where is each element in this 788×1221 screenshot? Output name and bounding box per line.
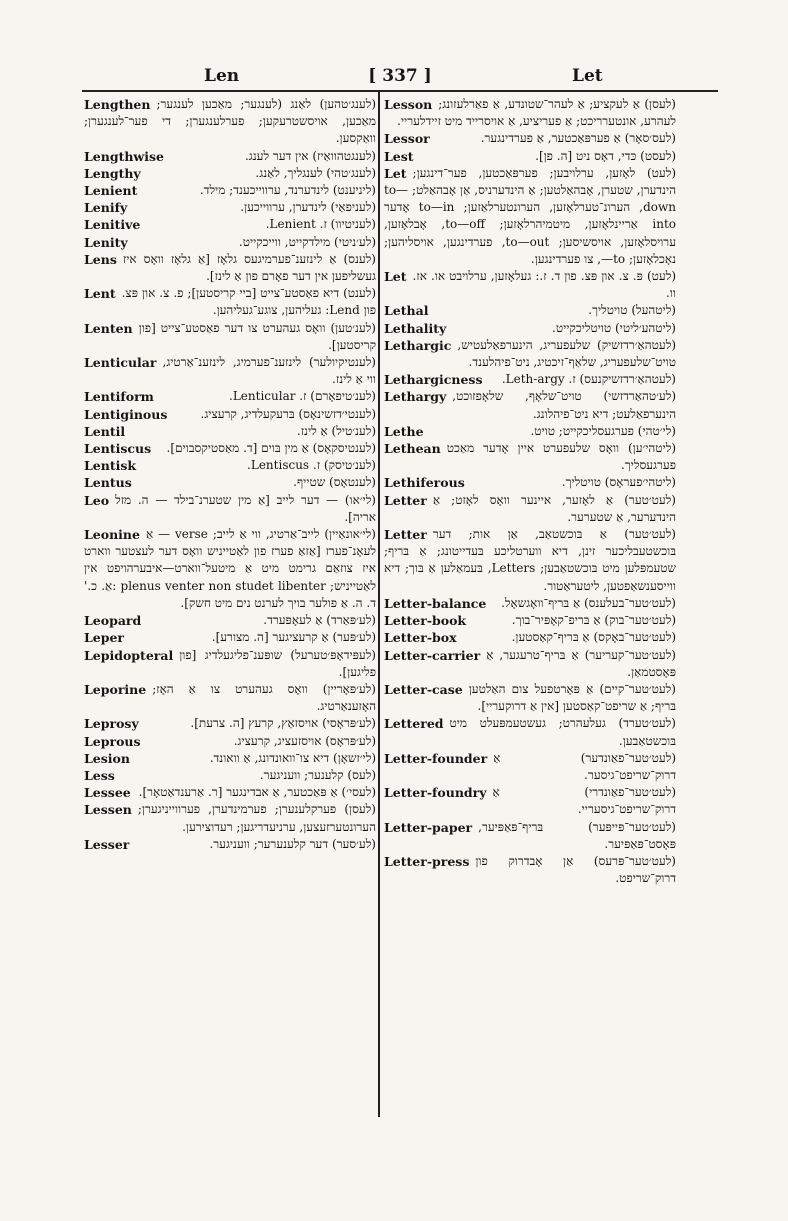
pronunciation: (לעסי׳) bbox=[341, 785, 376, 800]
headword: Lenitive bbox=[84, 217, 141, 233]
definition: ז. Lenticular. bbox=[229, 389, 307, 404]
dictionary-entry bbox=[84, 526, 376, 612]
pronunciation: (לענטי׳דזשינאָס) bbox=[298, 406, 376, 421]
headword: Leporine bbox=[84, 681, 147, 697]
pronunciation: (לעט׳טער־פאַונדער) bbox=[580, 750, 676, 765]
dictionary-entry bbox=[84, 182, 376, 199]
right-column bbox=[384, 96, 676, 1118]
definition: אויסזעציג, קרעציג. bbox=[233, 733, 322, 748]
definition: בּריף־פּאַפּיער, פּאָסט־פּאַפּיער. bbox=[478, 819, 676, 851]
page-number: [ 337 ] bbox=[368, 66, 432, 86]
headword: Leopard bbox=[84, 613, 142, 629]
dictionary-entry bbox=[84, 612, 376, 629]
headword: Lethargy bbox=[384, 389, 447, 405]
dictionary-entry bbox=[384, 647, 676, 681]
pronunciation: (לענטיסקאָס) bbox=[312, 441, 376, 456]
dictionary-entry bbox=[384, 165, 676, 268]
dictionary-entry bbox=[384, 819, 676, 853]
headword: Lentiscus bbox=[84, 441, 152, 457]
pronunciation: (לעס) bbox=[347, 767, 376, 782]
pronunciation: (לע׳פּאַרד) bbox=[326, 613, 376, 628]
headword: Lenity bbox=[84, 234, 128, 250]
headword: Lest bbox=[384, 148, 414, 164]
dictionary-entry bbox=[384, 784, 676, 818]
pronunciation: (לעט׳טער) bbox=[624, 492, 676, 507]
headword: Lengthwise bbox=[84, 148, 164, 164]
pronunciation: (לענטאָס) bbox=[329, 475, 376, 490]
dictionary-entry bbox=[84, 406, 376, 423]
definition: אַ בּריפ־קאָפּיר־בוך. bbox=[511, 613, 601, 628]
dictionary-entry bbox=[384, 440, 676, 474]
dictionary-entry bbox=[84, 148, 376, 165]
headword: Leprosy bbox=[84, 716, 139, 732]
dictionary-entry bbox=[84, 320, 376, 354]
pronunciation: (לע׳ניטי) bbox=[334, 234, 376, 249]
pronunciation: (לעט׳טער־פּייפּער) bbox=[588, 819, 676, 834]
pronunciation: (לענס) bbox=[343, 251, 376, 266]
dictionary-entry bbox=[84, 440, 376, 457]
definition: אַן אָבדרוק פון דרוק־שריפט. bbox=[475, 853, 676, 886]
pronunciation: (ליטהי׳ען) bbox=[627, 441, 676, 456]
definition: בּרעקעלדיג, קרעציג. bbox=[200, 406, 295, 421]
headword: Lentisk bbox=[84, 458, 137, 474]
definition: אַ לינז. bbox=[296, 423, 328, 438]
dictionary-entry bbox=[84, 647, 376, 681]
definition: אַ מין בּוים [ד. מאַסטיקסבוים]. bbox=[166, 441, 309, 456]
pronunciation: (לעט) bbox=[646, 269, 676, 284]
dictionary-entry bbox=[84, 733, 376, 750]
dictionary-entry bbox=[384, 612, 676, 629]
headword: Lesser bbox=[84, 836, 130, 852]
pronunciation: (ליטהעל) bbox=[631, 303, 676, 318]
definition: וואָס שלעפערט איין אָדער מאַכט פערגעסליך. bbox=[446, 441, 676, 473]
definition: טויטליך. bbox=[588, 303, 628, 318]
definition: כּדי, דאָס ניט [ה. פן]. bbox=[535, 148, 637, 163]
definition: קלענער; וועניגער. bbox=[259, 767, 344, 782]
pronunciation: (לי׳זשאָן) bbox=[333, 750, 376, 765]
definition: שופּענ־פליגעלדיג [פון פליגען]. bbox=[179, 647, 376, 679]
headword: Lessen bbox=[84, 802, 132, 818]
definition: ז. Leth-argy. bbox=[501, 372, 576, 387]
dictionary-entry bbox=[384, 130, 676, 147]
pronunciation: (לעניטיוו) bbox=[330, 217, 376, 232]
definition: אַ דרוק־שריפט־גיסעריי. bbox=[492, 785, 676, 817]
pronunciation: (לע׳טהאַרדזשי) bbox=[603, 389, 676, 404]
dictionary-entry bbox=[384, 148, 676, 165]
headword: Letter-foundry bbox=[384, 785, 487, 801]
pronunciation: (לעט׳טער־פאַונדרי) bbox=[584, 785, 676, 800]
headword: Lenify bbox=[84, 200, 128, 216]
pronunciation: (לענ׳טיל) bbox=[331, 423, 376, 438]
headword: Lentus bbox=[84, 475, 132, 491]
definition: געלעהרט; געשטעמפּעלט מיט בּוכשטאַבען. bbox=[449, 716, 676, 748]
pronunciation: (לענגטהוואַיז) bbox=[312, 148, 376, 163]
headword: Lengthy bbox=[84, 165, 141, 181]
page-header bbox=[82, 66, 718, 90]
dictionary-entry bbox=[84, 216, 376, 233]
dictionary-entry bbox=[84, 285, 376, 319]
headword: Letter-paper bbox=[384, 819, 473, 835]
definition: לענגליך, לאַנג. bbox=[255, 165, 323, 180]
dictionary-entry bbox=[384, 715, 676, 749]
headword: Lethargic bbox=[384, 337, 452, 353]
dictionary-entry bbox=[84, 388, 376, 405]
dictionary-entry bbox=[84, 165, 376, 182]
definition: דיא פאַסטע־צייט [ביי קריסטען]; פ. צ. און פּצ. פון Lend: געליהען, צוגע־געליהען. bbox=[121, 286, 376, 318]
definition: פּ. צ. און פּצ. פון ד. ז.: געלאָזען, ערלויבט או. אז. וו. bbox=[412, 269, 676, 301]
dictionary-entry bbox=[84, 629, 376, 646]
pronunciation: (לע׳פּאָריין) bbox=[322, 681, 376, 696]
headword: Leprous bbox=[84, 733, 141, 749]
definition: אַ קרעציגער [ה. מצורע]. bbox=[211, 630, 329, 645]
pronunciation: (לע׳פּער) bbox=[332, 630, 376, 645]
pronunciation: (לעט׳טער־בעלענס) bbox=[583, 595, 676, 610]
definition: לאָזען, ערלויבען; פערפּאַכטען, פער־דינגען; הינדערן, שטערן, אָבהאַלטען; אַ הינדערניס, אַן אָבהאַלט; to—down, הערונ־טערלאָזען, הערונטערלאַזען; to—in אָדער into אַריינלאָזען, מיטמיהרלאָזען; to—off, אָבלאָזען, ערויסלאָזען, אויסשיסען; to—out, פערדינגען, אויסליהען; נאָכלאָזען; to—, צו פערדינגען. bbox=[384, 165, 676, 266]
definition: אַ לעאָפּערד. bbox=[263, 613, 323, 628]
headword: Let bbox=[384, 165, 407, 181]
headword: Letter-box bbox=[384, 630, 457, 646]
pronunciation: (לענ׳טיסק) bbox=[323, 458, 376, 473]
headword: Letter-press bbox=[384, 853, 470, 869]
headword: Letter-carrier bbox=[384, 647, 481, 663]
headword: Lenticular bbox=[84, 355, 157, 371]
pronunciation: (לע׳סער) bbox=[331, 836, 376, 851]
pronunciation: (לענט) bbox=[343, 286, 376, 301]
definition: אַ בּריף־וואָגשאָל. bbox=[501, 595, 581, 610]
headword: Lengthen bbox=[84, 97, 151, 112]
pronunciation: (לענג׳טהי) bbox=[326, 165, 376, 180]
dictionary-entry bbox=[384, 96, 676, 130]
definition: אַ בּריף־טרעגער, אַ פּאָסטמאַן. bbox=[486, 647, 676, 679]
headword: Letter bbox=[384, 527, 427, 543]
definition: ה. מזל אריה]. bbox=[115, 492, 376, 524]
pronunciation: (לעטהאַ׳רדזשיק) bbox=[597, 337, 676, 352]
pronunciation: (לענטיקיולער) bbox=[308, 355, 376, 370]
pronunciation: (לענ׳טען) bbox=[330, 320, 376, 335]
headword: Leper bbox=[84, 630, 125, 646]
header-right-guideword: Let bbox=[572, 66, 603, 86]
definition: אַ דרוק־שריפט־גיסער. bbox=[493, 750, 676, 782]
dictionary-entry bbox=[384, 595, 676, 612]
dictionary-entry bbox=[84, 457, 376, 474]
headword: Lethal bbox=[384, 303, 429, 319]
left-column bbox=[84, 96, 376, 1118]
headword: Letter-case bbox=[384, 681, 463, 697]
pronunciation: (לענג׳טהען) bbox=[319, 97, 376, 111]
definition: שלעפעריג, הינערפאַלעטיש, טויט־שלעפעריג, שלאַף־זיכטיג, ניט־פיהלענד. bbox=[457, 337, 676, 370]
definition: לאַנג (לענגער; מאַכען לענגער; מאַכען, אויסשטרעקען; פערלענגערן; די פער־לענגערן; וואַקסען. bbox=[84, 97, 376, 146]
dictionary-entry bbox=[384, 681, 676, 715]
definition: מילדקייט, ווייכקייט. bbox=[238, 234, 331, 249]
dictionary-entry bbox=[384, 268, 676, 302]
dictionary-entry bbox=[384, 302, 676, 319]
pronunciation: (לי׳או) — דער לייב [אַ מין שטערנ־בילד — bbox=[155, 492, 376, 507]
dictionary-entry bbox=[384, 474, 676, 491]
pronunciation: (לעט׳טער־בוק) bbox=[604, 613, 676, 628]
dictionary-entry bbox=[384, 492, 676, 526]
definition: אַ בּוכשטאַב, אַן אות; דער בּוכשטעבליכער זינן, דיא ווערטליכע בּעדייטונג; אַ בּריף; שטעמפּלען מיט בּוכשטאַבען; Letters, בּעמאַלען אַ בּוך; דיא ווייסענשאַפטען, ליטעראַטור. bbox=[384, 527, 676, 593]
header-rule bbox=[82, 90, 718, 92]
headword: Leo bbox=[84, 492, 110, 508]
pronunciation: (ליטהי׳פעראָס) bbox=[604, 475, 676, 490]
headword: Lepidopteral bbox=[84, 647, 174, 663]
column-divider bbox=[378, 92, 380, 1117]
dictionary-entry bbox=[384, 629, 676, 646]
pronunciation: (לעסן) bbox=[644, 97, 676, 111]
dictionary-entry bbox=[84, 234, 376, 251]
dictionary-entry bbox=[384, 423, 676, 440]
definition: לינדערן, ערווייכען. bbox=[240, 200, 327, 215]
pronunciation: (לעטהאַ׳רדזשיקנעס) bbox=[579, 372, 676, 387]
pronunciation: (לעט׳טער) bbox=[624, 527, 676, 542]
pronunciation: (לעט) bbox=[646, 165, 676, 180]
definition: לינזענ־פערמיג, לינזענ־אַרטיג, ווי אַ לינז. bbox=[162, 355, 376, 387]
headword: Lethiferous bbox=[384, 475, 465, 491]
headword: Lettered bbox=[384, 716, 444, 732]
pronunciation: (לעט׳טער־באָקס) bbox=[593, 630, 676, 645]
headword: Letter-balance bbox=[384, 595, 487, 611]
headword: Lessee bbox=[84, 785, 131, 801]
headword: Lenient bbox=[84, 183, 138, 199]
dictionary-entry bbox=[84, 836, 376, 853]
definition: אַ לינזענ־פערמיגעס גלאָז [אַ גלאָז וואָס איז געשליפען אין דער פאָרם פון אַ לינז]. bbox=[122, 251, 376, 284]
dictionary-entry bbox=[384, 320, 676, 337]
dictionary-entry bbox=[84, 96, 376, 148]
dictionary-entry bbox=[384, 526, 676, 595]
pronunciation: (לעס׳סאָר) bbox=[624, 131, 676, 146]
definition: שטייף. bbox=[293, 475, 326, 490]
headword: Letter-book bbox=[384, 613, 467, 629]
headword: Letter bbox=[384, 492, 427, 508]
pronunciation: (ליניענט) bbox=[332, 183, 376, 198]
headword: Lenten bbox=[84, 320, 133, 336]
pronunciation: (לע׳פּראָס) bbox=[325, 733, 376, 748]
definition: טויטליך. bbox=[561, 475, 601, 490]
headword: Lent bbox=[84, 286, 116, 302]
dictionary-entry bbox=[84, 715, 376, 732]
dictionary-entry bbox=[384, 853, 676, 887]
definition: וואָס געהערט צו אַ האָז; האָזענאַרטיג. bbox=[152, 681, 376, 714]
pronunciation: (לי׳אונאַיין) bbox=[324, 527, 376, 542]
pronunciation: (לע׳פּראָסי) bbox=[322, 716, 376, 731]
definition: אַ לאָזער, איינער וואָס לאָזט; אַ הינדערער, אַ שטערער. bbox=[432, 492, 676, 524]
header-left-guideword: Len bbox=[204, 66, 240, 86]
headword: Letter-founder bbox=[384, 750, 488, 766]
headword: Lethargicness bbox=[384, 372, 483, 388]
dictionary-entry bbox=[84, 354, 376, 388]
dictionary-entry bbox=[384, 337, 676, 371]
dictionary-entry bbox=[384, 750, 676, 784]
dictionary-entry bbox=[84, 251, 376, 285]
headword: Lentil bbox=[84, 423, 126, 439]
dictionary-entry bbox=[84, 492, 376, 526]
definition: טויטליכקייט. bbox=[552, 320, 612, 335]
headword: Lesion bbox=[84, 750, 130, 766]
dictionary-entry bbox=[84, 199, 376, 216]
headword: Lessor bbox=[384, 131, 430, 147]
definition: ז. Lenient. bbox=[265, 217, 327, 232]
definition: דער קלענערער; וועניגער. bbox=[209, 836, 329, 851]
pronunciation: (לי׳טהי) bbox=[637, 423, 676, 438]
pronunciation: (לעט׳טערד) bbox=[618, 716, 676, 731]
definition: פערגעסליכקייט; טויט. bbox=[530, 423, 634, 438]
pronunciation: (לעט׳טער־קיים) bbox=[599, 681, 676, 696]
headword: Lethe bbox=[384, 423, 424, 439]
headword: Lens bbox=[84, 251, 117, 267]
pronunciation: (לעט׳טער־קעריער) bbox=[584, 647, 676, 662]
definition: לייב־אַרטיג, ווי אַ לייב; verse — אַ לעאָנ־פערז [אַזאַ פערז פון לאַטייניש וואָס דער לעצטער ווארט איז צוזאַם גרימט מיט אַ מיטעל־ווארט—איבערהויפט אין לאַטייניש; plenus venter non studet libenter :אַ. כ.' ד. ה. אַ פולער בויך לערנט נים מיט חשק]. bbox=[84, 527, 376, 610]
definition: אַ פּאָרטפעל צום האַלטען בּריף; אַ שריפט־קאַסטען [אין אַ דרוקעריי]. bbox=[468, 681, 676, 714]
headword: Let bbox=[384, 269, 407, 285]
dictionary-entry bbox=[84, 474, 376, 491]
definition: אַ לעקציע; אַ לעהר־שטונדע, אַ פאַרלעזונג; לעהרע, אונטערריכט; אַ פעריציע, אַ אויסרייד מיט זיידלעריי. bbox=[397, 97, 676, 129]
headword: Lesson bbox=[384, 97, 433, 112]
pronunciation: (לענ׳טיפאָרם) bbox=[310, 389, 376, 404]
headword: Lethality bbox=[384, 320, 447, 336]
definition: אַ פערפּאַכטער, אַ פערדינגער. bbox=[480, 131, 621, 146]
headword: Lentiginous bbox=[84, 406, 168, 422]
dictionary-entry bbox=[384, 388, 676, 422]
dictionary-entry bbox=[84, 681, 376, 715]
definition: אַ פּאַכטער, אַ אבדינגער [ר. אַרענדאַטאָר]. bbox=[138, 785, 338, 800]
definition: לינדערנד, ערווייכענד; מילד. bbox=[199, 183, 330, 198]
dictionary-entry bbox=[84, 801, 376, 835]
pronunciation: (לעסן) bbox=[344, 802, 376, 817]
headword: Lethean bbox=[384, 441, 441, 457]
headword: Lentiform bbox=[84, 389, 154, 405]
definition: אין דער לענג. bbox=[244, 148, 309, 163]
pronunciation: (ליטהע׳ליטי) bbox=[615, 320, 676, 335]
definition: ז. Lentiscus. bbox=[247, 458, 321, 473]
dictionary-entry bbox=[84, 767, 376, 784]
dictionary-entry bbox=[384, 371, 676, 388]
definition: פערקלענערן; פערמינדערן, פערווייניגערן; הערונטערזעצען, ערניעדריגען; רעדוצירען. bbox=[137, 802, 376, 834]
headword: Leonine bbox=[84, 527, 140, 543]
dictionary-entry bbox=[84, 784, 376, 801]
dictionary-entry bbox=[84, 750, 376, 767]
definition: דיא צו־וואונדונג, אַ וואונד. bbox=[209, 750, 330, 765]
definition: אויסזאַץ, קרעץ [ה. צרעת]. bbox=[190, 716, 319, 731]
pronunciation: (לעסט) bbox=[640, 148, 676, 163]
dictionary-entry bbox=[84, 423, 376, 440]
headword: Less bbox=[84, 767, 115, 783]
pronunciation: (לעניפאַי) bbox=[330, 200, 376, 215]
definition: אַ בּריף־קאַסטען. bbox=[511, 630, 590, 645]
definition: וואָס געהערט צו דער פאַסטע־צייט [פון קריסטען]. bbox=[138, 320, 376, 352]
definition: טויט־שלאָף, שלאָפזוכט, הינערפאַלעט; דיא ניט־פיהלונג. bbox=[452, 389, 676, 421]
pronunciation: (לעט׳טער־פּרעס) bbox=[593, 853, 676, 868]
pronunciation: (לעפּידאָפּ׳טערעל) bbox=[290, 647, 376, 662]
